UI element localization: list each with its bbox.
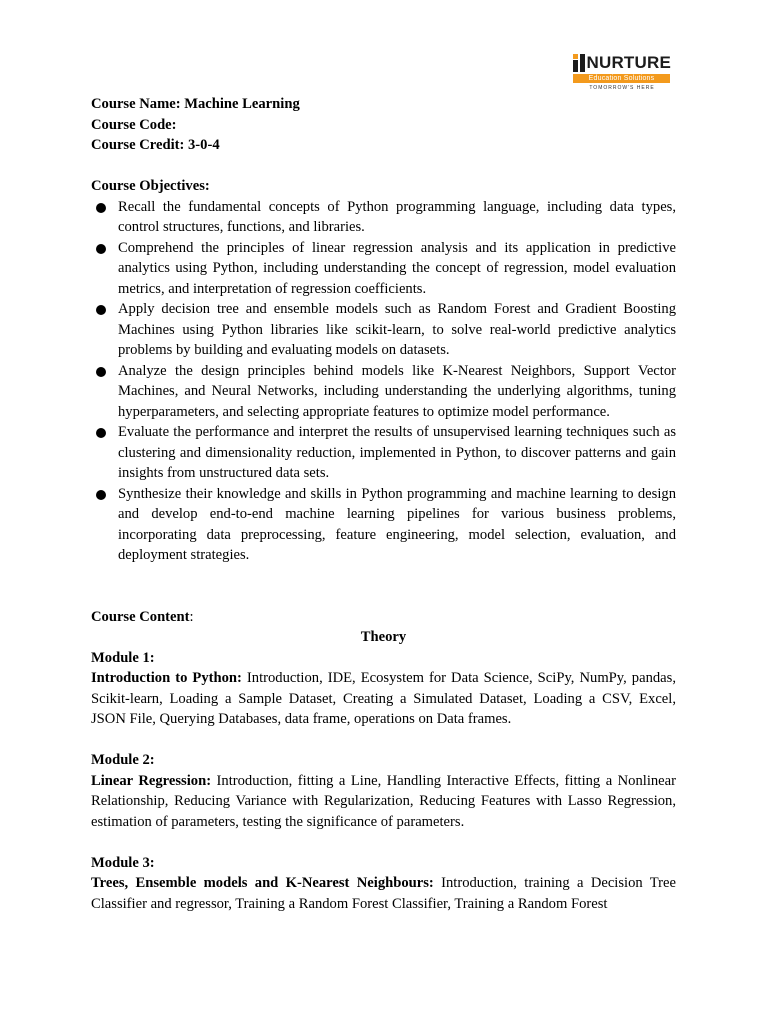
list-item: Evaluate the performance and interpret the results of unsupervised learning techniques such as clustering and dimensionality reduction, implemented in Python, to discover patterns and gain insights from unstructured data sets. <box>91 422 676 484</box>
objectives-heading: Course Objectives: <box>91 178 210 194</box>
bullet-icon <box>96 244 106 254</box>
inurture-logo <box>573 52 671 92</box>
bullet-icon <box>96 367 106 377</box>
module-1-label: Module 1: <box>91 649 155 666</box>
module-3-label: Module 3: <box>91 854 155 871</box>
logo-i-mark-icon <box>573 54 585 72</box>
list-item: Apply decision tree and ensemble models such as Random Forest and Gradient Boosting Machines using Python libraries like scikit-learn, to solve real-world predictive analytics problems by building and evaluating models on datasets. <box>91 299 676 361</box>
logo-brand-text: NURTURE <box>586 53 671 72</box>
logo-wordmark <box>573 52 671 72</box>
course-credit: Course Credit: 3-0-4 <box>91 137 220 153</box>
course-content-heading: Course Content: <box>91 608 194 625</box>
theory-heading: Theory <box>360 629 407 645</box>
list-item: Recall the fundamental concepts of Python programming language, including data types, control structures, functions, and libraries. <box>91 197 676 238</box>
objectives-list <box>91 197 676 566</box>
list-item: Synthesize their knowledge and skills in Python programming and machine learning to design and develop end-to-end machine learning pipelines for various business problems, incorporating data preprocessing, feature engineering, model selection, evaluation, and deployment strategies. <box>91 484 676 566</box>
document-body <box>91 94 676 914</box>
bullet-icon <box>96 305 106 315</box>
course-name: Course Name: Machine Learning <box>91 96 300 112</box>
list-item: Comprehend the principles of linear regression analysis and its application in predictive analytics using Python, including understanding the concept of regression, model evaluation metrics, and interpretation of regression coefficients. <box>91 238 676 300</box>
logo-subtitle: Education Solutions <box>573 74 670 83</box>
logo-tagline: TOMORROW'S HERE <box>589 85 655 91</box>
module-2-description: Linear Regression: Introduction, fitting a Line, Handling Interactive Effects, fitting a Nonlinear Relationship, Reducing Variance with Regularization, Reducing Features with Lasso Regression, estimation of parameters, testing the significance of parameters. <box>91 772 676 830</box>
bullet-icon <box>96 490 106 500</box>
course-code: Course Code: <box>91 116 177 133</box>
module-1-description: Introduction to Python: Introduction, IDE, Ecosystem for Data Science, SciPy, NumPy, pandas, Scikit-learn, Loading a Sample Dataset, Creating a Simulated Dataset, Loading a CSV, Excel, JSON File, Querying Databases, data frame, operations on Data frames. <box>91 670 676 727</box>
list-item: Analyze the design principles behind models like K-Nearest Neighbors, Support Vector Machines, and Neural Networks, including understanding the underlying algorithms, tuning hyperparameters, and selecting appropriate features to optimize model performance. <box>91 361 676 423</box>
module-2-label: Module 2: <box>91 752 155 768</box>
bullet-icon <box>96 428 106 438</box>
module-3-description: Trees, Ensemble models and K-Nearest Neighbours: Introduction, training a Decision Tree Classifier and regressor, Training a Random Forest Classifier, Training a Random Forest <box>91 875 676 912</box>
bullet-icon <box>96 203 106 213</box>
